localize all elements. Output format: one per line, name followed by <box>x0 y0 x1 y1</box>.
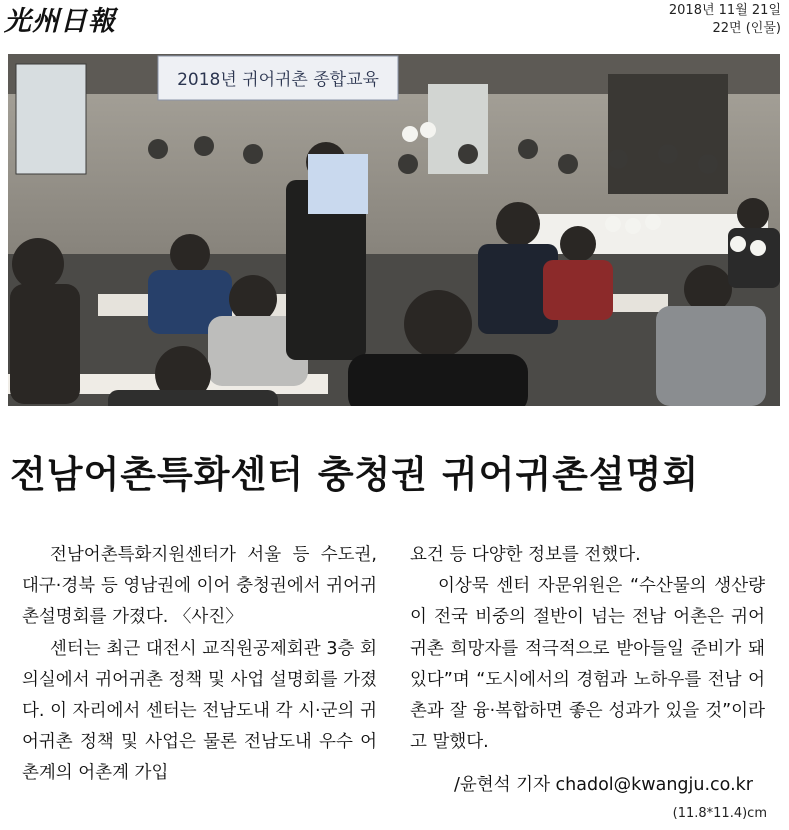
masthead-logo: 光州日報 <box>4 6 116 37</box>
clipping-size-note: (11.8*11.4)cm <box>672 806 767 821</box>
newspaper-masthead <box>4 2 174 42</box>
publication-date: 2018년 11월 21일 <box>668 3 781 18</box>
paragraph-left-1: 전남어촌특화지원센터가 서울 등 수도권, 대구·경북 등 영남권에 이어 충청권에서 귀어귀촌설명회를 가졌다. 〈사진〉 <box>22 545 377 628</box>
seminar-photo-illustration <box>8 54 780 406</box>
paragraph-right-2: 이상묵 센터 자문위원은 “수산물의 생산량이 전국 비중의 절반이 넘는 전남 어촌은 귀어귀촌 희망자를 적극적으로 받아들일 준비가 돼 있다”며 “도시에서의 경험과 노하우를 전남 어촌과 잘 융·복합하면 좋은 성과가 있을 것”이라고 말했다. <box>410 576 765 753</box>
article-column-right <box>410 540 765 758</box>
article-photo <box>8 54 780 406</box>
page-section: 22면 (인물) <box>712 21 781 36</box>
paragraph-left-2: 센터는 최근 대전시 교직원공제회관 3층 회의실에서 귀어귀촌 정책 및 사업 설명회를 가졌다. 이 자리에서 센터는 전남도내 각 시·군의 귀어귀촌 정책 및 사업은 물론 전남도내 우수 어촌계의 어촌계 가입 <box>22 638 377 784</box>
article-byline: /윤현석 기자 chadol@kwangju.co.kr <box>454 775 753 795</box>
article-headline: 전남어촌특화센터 충청권 귀어귀촌설명회 <box>10 453 700 496</box>
article-column-left <box>22 540 377 790</box>
paragraph-right-1: 요건 등 다양한 정보를 전했다. <box>410 545 641 565</box>
banner-text: 2018년 귀어귀촌 종합교육 <box>177 70 379 90</box>
